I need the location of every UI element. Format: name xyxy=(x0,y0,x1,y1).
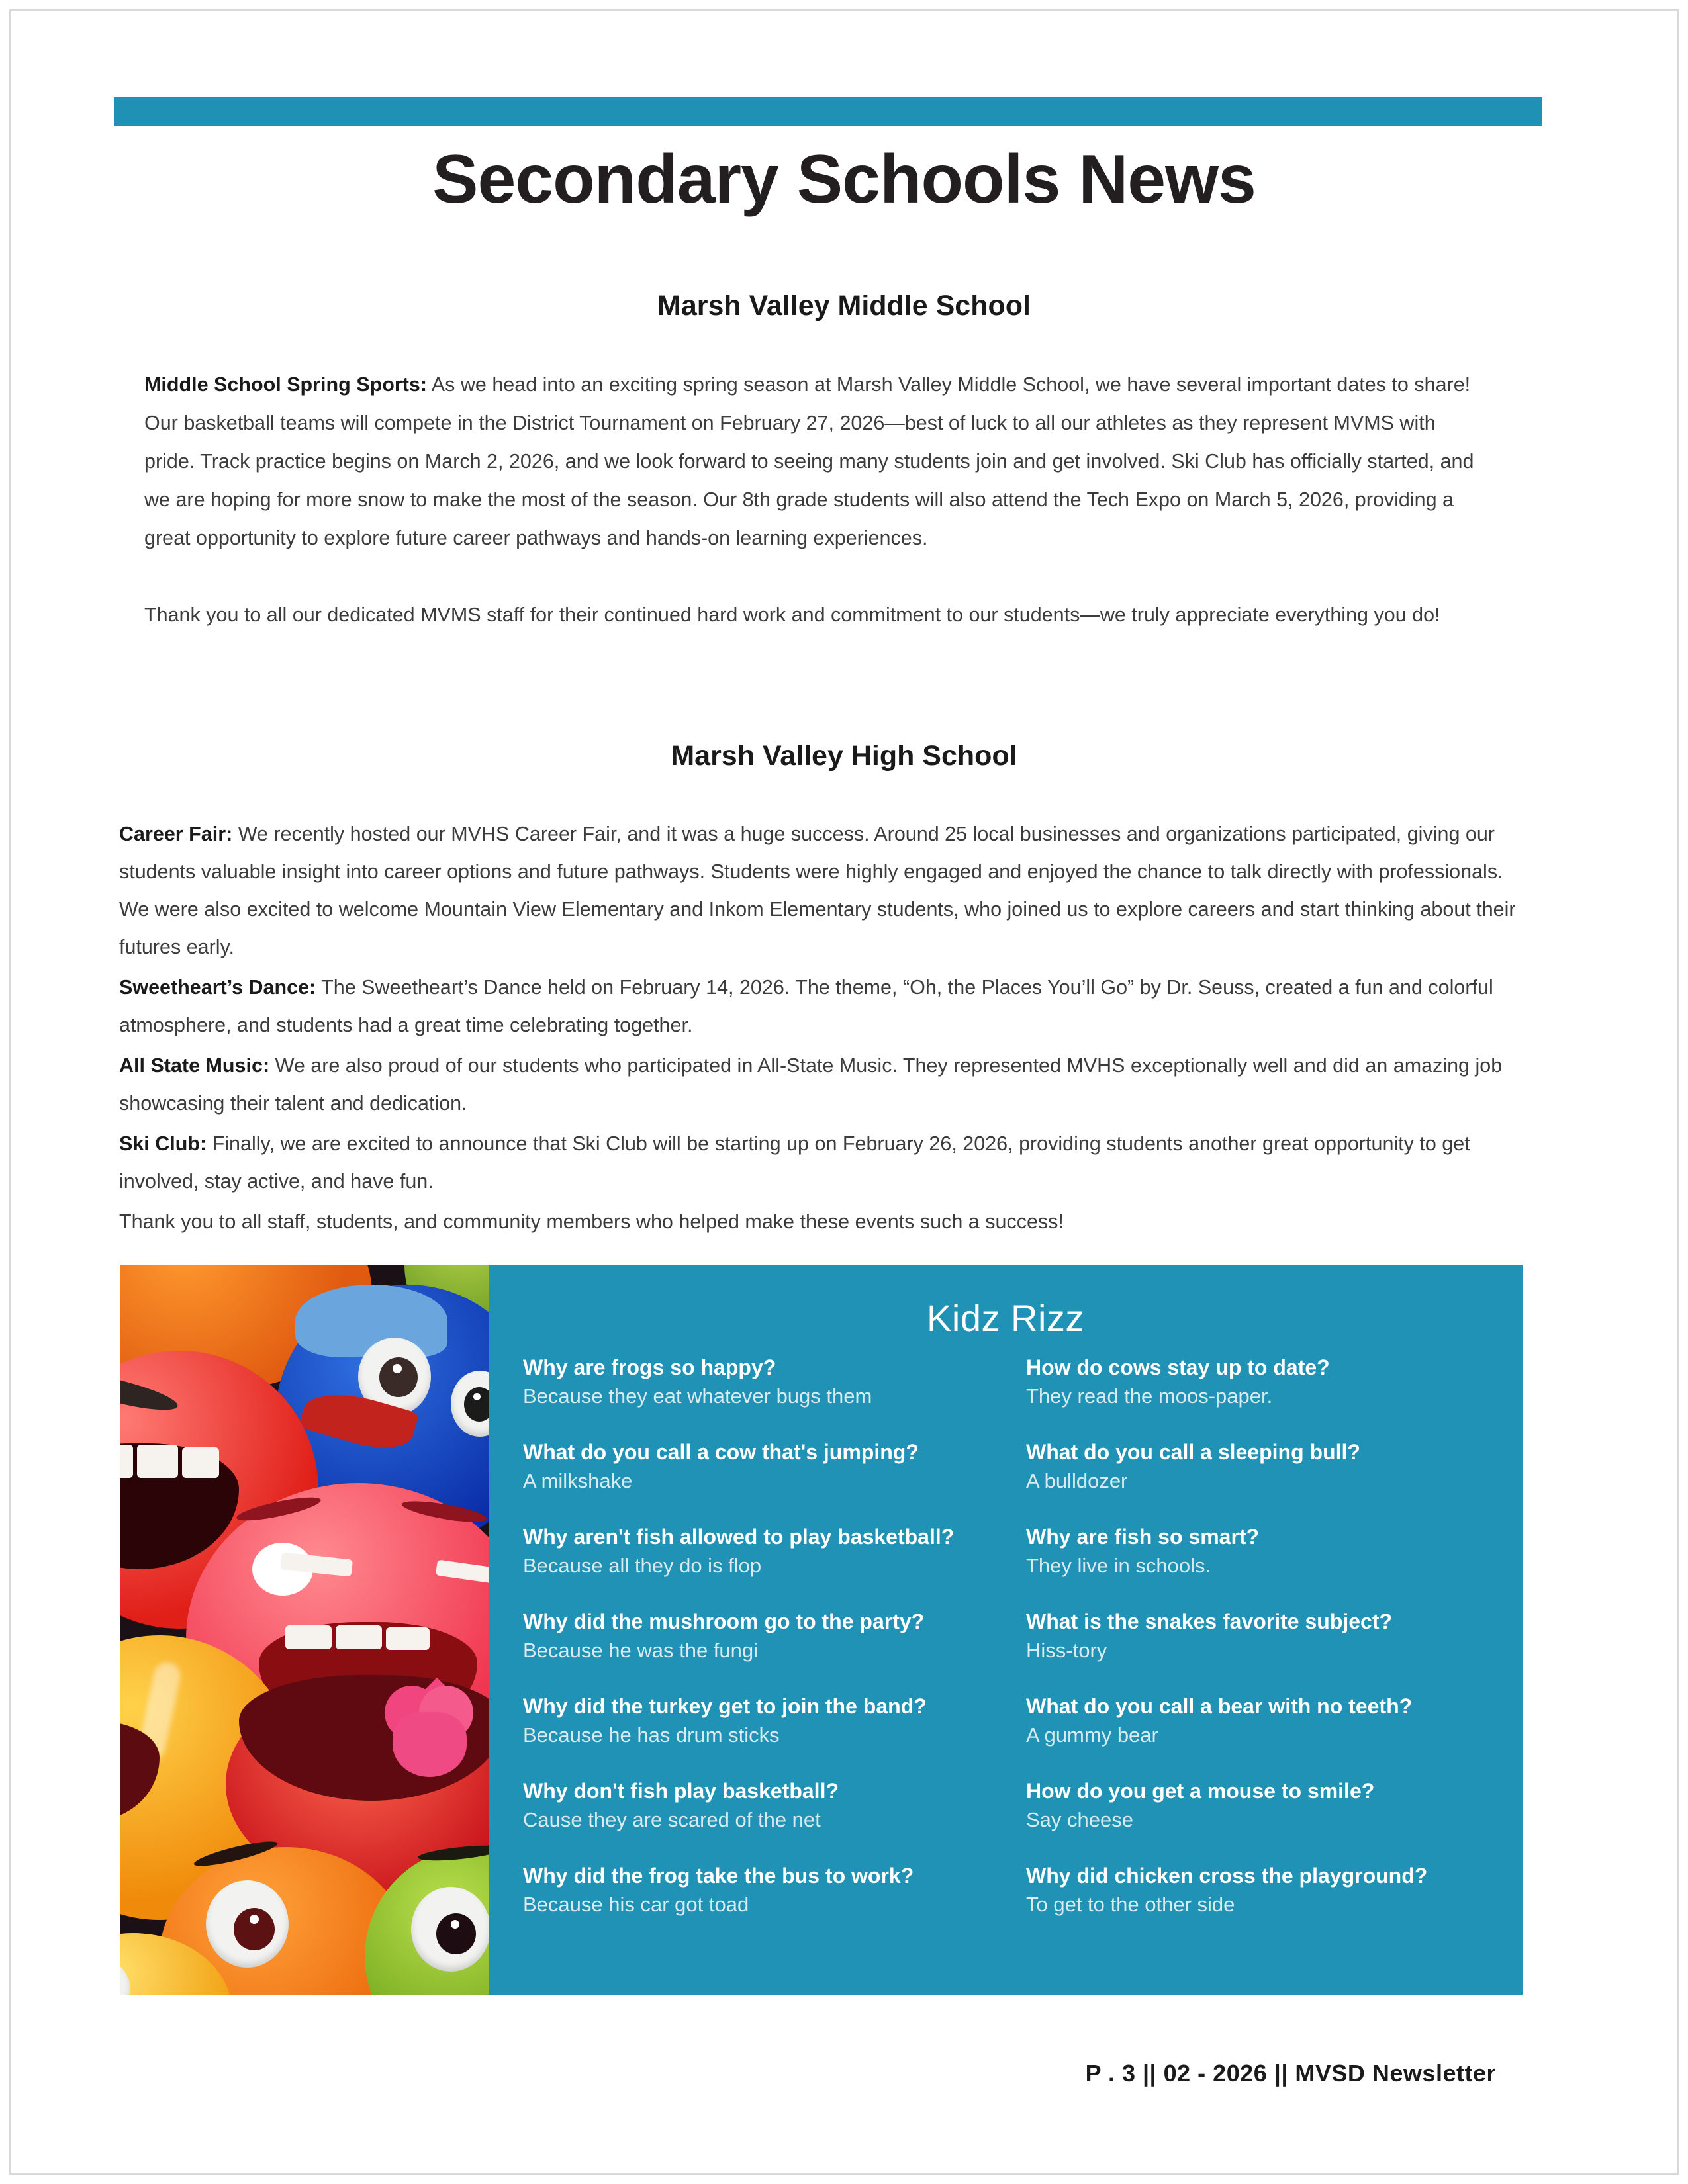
joke-question: What do you call a bear with no teeth? xyxy=(1026,1694,1413,1718)
joke-answer: They read the moos-paper. xyxy=(1026,1385,1273,1408)
paragraph xyxy=(144,365,1480,557)
paragraph xyxy=(119,1125,1523,1201)
joke-item xyxy=(523,1353,1013,1411)
joke-item xyxy=(1026,1353,1503,1411)
joke-question: Why did the turkey get to join the band? xyxy=(523,1694,927,1718)
paragraph xyxy=(119,1203,1523,1241)
header-accent-bar xyxy=(114,97,1542,126)
paragraph-lead: All State Music: xyxy=(119,1054,270,1077)
section-heading-high-school: Marsh Valley High School xyxy=(671,740,1017,772)
paragraph-text: We recently hosted our MVHS Career Fair, and it was a huge success. Around 25 local businesses and organizations participated, giving our students valuable insight into career options and future pathways. Students were highly engaged and enjoyed the chance to talk directly with professionals. We were also excited to welcome Mountain View Elementary and Inkom Elementary students, who joined us to explore careers and start thinking about their futures early. xyxy=(119,823,1516,958)
joke-answer: Because all they do is flop xyxy=(523,1554,762,1577)
joke-answer: Because they eat whatever bugs them xyxy=(523,1385,872,1408)
joke-item xyxy=(523,1607,1013,1665)
joke-question: Why don't fish play basketball? xyxy=(523,1779,839,1803)
joke-answer: They live in schools. xyxy=(1026,1554,1211,1577)
joke-question: What is the snakes favorite subject? xyxy=(1026,1610,1393,1633)
joke-item xyxy=(1026,1437,1503,1496)
joke-item xyxy=(523,1437,1013,1496)
joke-column-left xyxy=(523,1353,1013,1919)
joke-question: Why did the mushroom go to the party? xyxy=(523,1610,925,1633)
paragraph-text: We are also proud of our students who participated in All-State Music. They represented MVHS exceptionally well and did an amazing job showcasing their talent and dedication. xyxy=(119,1054,1503,1115)
paragraph xyxy=(144,596,1480,634)
joke-question: Why are fish so smart? xyxy=(1026,1525,1260,1549)
joke-item xyxy=(523,1692,1013,1750)
joke-question: Why aren't fish allowed to play basketball? xyxy=(523,1525,955,1549)
joke-question: Why did the frog take the bus to work? xyxy=(523,1864,914,1888)
joke-column-right xyxy=(1013,1353,1503,1919)
joke-answer: A bulldozer xyxy=(1026,1469,1128,1492)
paragraph-lead: Career Fair: xyxy=(119,823,233,845)
joke-question: How do you get a mouse to smile? xyxy=(1026,1779,1375,1803)
paragraph xyxy=(119,1047,1523,1122)
joke-answer: Because his car got toad xyxy=(523,1893,749,1916)
joke-answer: Hiss-tory xyxy=(1026,1639,1107,1662)
joke-answer: A milkshake xyxy=(523,1469,633,1492)
joke-answer: A gummy bear xyxy=(1026,1723,1158,1747)
joke-item xyxy=(1026,1522,1503,1580)
section-heading-middle-school: Marsh Valley Middle School xyxy=(657,290,1031,322)
emoji-faces-image xyxy=(120,1265,489,1995)
emoji-collage xyxy=(120,1265,489,1995)
joke-item xyxy=(1026,1692,1503,1750)
joke-item xyxy=(523,1522,1013,1580)
joke-question: Why did chicken cross the playground? xyxy=(1026,1864,1428,1888)
joke-question: What do you call a sleeping bull? xyxy=(1026,1440,1360,1464)
paragraph-lead: Sweetheart’s Dance: xyxy=(119,976,316,999)
joke-question: How do cows stay up to date? xyxy=(1026,1355,1330,1379)
joke-answer: Say cheese xyxy=(1026,1808,1133,1831)
high-school-body xyxy=(119,815,1523,1244)
joke-columns xyxy=(523,1353,1503,1919)
joke-question: Why are frogs so happy? xyxy=(523,1355,776,1379)
joke-answer: To get to the other side xyxy=(1026,1893,1235,1916)
paragraph-text: Thank you to all staff, students, and community members who helped make these events such a success! xyxy=(119,1210,1064,1233)
kidz-rizz-section xyxy=(120,1265,1523,1995)
joke-item xyxy=(1026,1861,1503,1919)
joke-item xyxy=(1026,1607,1503,1665)
joke-answer: Cause they are scared of the net xyxy=(523,1808,821,1831)
paragraph-text: Thank you to all our dedicated MVMS staff for their continued hard work and commitment to our students—we truly appreciate everything you do! xyxy=(144,604,1440,626)
page-title: Secondary Schools News xyxy=(432,141,1256,218)
paragraph-text: The Sweetheart’s Dance held on February 14, 2026. The theme, “Oh, the Places You’ll Go” by Dr. Seuss, created a fun and colorful atmosphere, and students had a great time celebrating together. xyxy=(119,976,1493,1036)
joke-item xyxy=(523,1776,1013,1835)
joke-item xyxy=(523,1861,1013,1919)
paragraph-lead: Middle School Spring Sports: xyxy=(144,373,427,396)
paragraph-text: As we head into an exciting spring season at Marsh Valley Middle School, we have several important dates to share! Our basketball teams will compete in the District Tournament on February 27, 2026—best of luck to all our athletes as they represent MVMS with pride. Track practice begins on March 2, 2026, and we look forward to seeing many students join and get involved. Ski Club has officially started, and we are hoping for more snow to make the most of the season. Our 8th grade students will also attend the Tech Expo on March 5, 2026, providing a great opportunity to explore future career pathways and hands-on learning experiences. xyxy=(144,373,1474,549)
kidz-rizz-title: Kidz Rizz xyxy=(927,1297,1084,1339)
joke-answer: Because he was the fungi xyxy=(523,1639,759,1662)
page-footer: P . 3 || 02 - 2026 || MVSD Newsletter xyxy=(1085,2060,1496,2087)
joke-item xyxy=(1026,1776,1503,1835)
paragraph-spacer xyxy=(144,557,1480,596)
paragraph-text: Finally, we are excited to announce that Ski Club will be starting up on February 26, 2026, providing students another great opportunity to get involved, stay active, and have fun. xyxy=(119,1132,1470,1193)
paragraph xyxy=(119,969,1523,1044)
paragraph-lead: Ski Club: xyxy=(119,1132,207,1155)
joke-answer: Because he has drum sticks xyxy=(523,1723,780,1747)
paragraph xyxy=(119,815,1523,966)
joke-question: What do you call a cow that's jumping? xyxy=(523,1440,919,1464)
kidz-rizz-panel xyxy=(489,1265,1523,1995)
middle-school-body xyxy=(144,365,1480,634)
